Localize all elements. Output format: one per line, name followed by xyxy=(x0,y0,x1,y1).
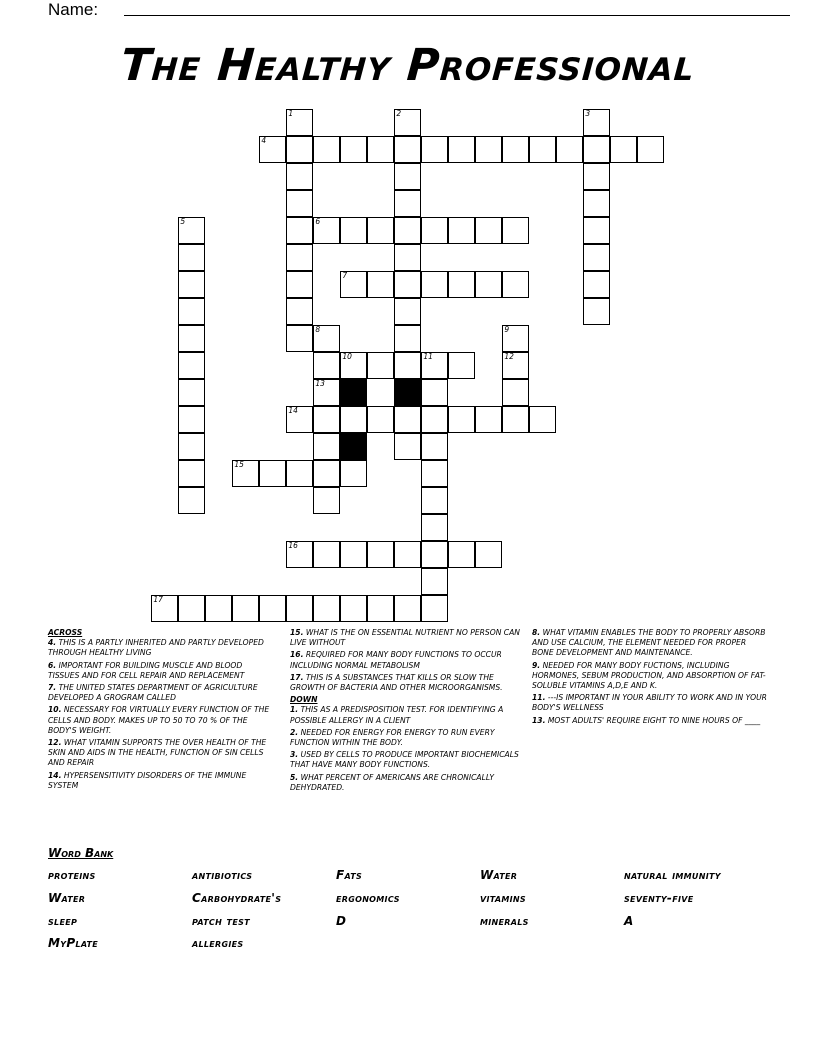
crossword-cell[interactable] xyxy=(394,244,421,271)
crossword-cell[interactable] xyxy=(313,136,340,163)
crossword-cell[interactable] xyxy=(394,271,421,298)
crossword-cell[interactable] xyxy=(313,433,340,460)
crossword-cell[interactable] xyxy=(367,136,394,163)
crossword-cell[interactable] xyxy=(313,460,340,487)
crossword-cell[interactable] xyxy=(448,352,475,379)
word-bank-word: Carbohydrate's xyxy=(192,891,282,905)
crossword-block xyxy=(340,433,367,460)
across-clues-col-1 xyxy=(48,628,273,793)
crossword-cell[interactable] xyxy=(286,190,313,217)
crossword-cell[interactable] xyxy=(448,136,475,163)
crossword-cell[interactable] xyxy=(421,541,448,568)
crossword-cell[interactable] xyxy=(421,460,448,487)
clue-down-5: 5. WHAT PERCENT OF AMERICANS ARE CHRONICALLY DEHYDRATED. xyxy=(290,772,494,792)
word-bank-word: patch test xyxy=(192,914,250,928)
crossword-cell[interactable] xyxy=(475,217,502,244)
crossword-cell[interactable] xyxy=(367,352,394,379)
crossword-cell[interactable] xyxy=(178,298,205,325)
clue-number: 4 xyxy=(261,136,267,146)
crossword-cell[interactable] xyxy=(475,136,502,163)
crossword-cell[interactable] xyxy=(313,406,340,433)
crossword-cell[interactable] xyxy=(421,595,448,622)
word-bank-word: A xyxy=(624,914,634,928)
crossword-cell[interactable] xyxy=(502,352,529,379)
crossword-cell[interactable] xyxy=(367,541,394,568)
crossword-cell[interactable] xyxy=(286,244,313,271)
crossword-cell[interactable] xyxy=(367,595,394,622)
crossword-cell[interactable] xyxy=(637,136,664,163)
clue-down-9: 9. NEEDED FOR MANY BODY FUCTIONS, INCLUDING HORMONES, SEBUM PRODUCTION, AND ABSORPTION OF FAT-SOLUBLE VITAMINS A,D,E AND K. xyxy=(532,660,766,691)
crossword-cell[interactable] xyxy=(313,595,340,622)
crossword-cell[interactable] xyxy=(340,217,367,244)
clue-down-8: 8. WHAT VITAMIN ENABLES THE BODY TO PROPERLY ABSORB AND USE CALCIUM, THE ELEMENT NEEDED FOR PROPER BONE DEVELOPMENT AND MAINTENANCE. xyxy=(532,628,766,658)
crossword-cell[interactable] xyxy=(448,541,475,568)
clue-number: 5 xyxy=(180,217,186,227)
crossword-cell[interactable] xyxy=(178,595,205,622)
crossword-cell[interactable] xyxy=(583,190,610,217)
clue-down-1: 1. THIS AS A PREDISPOSITION TEST. FOR IDENTIFYING A POSSIBLE ALLERGY IN A CLIENT xyxy=(290,705,504,725)
crossword-cell[interactable] xyxy=(313,541,340,568)
crossword-cell[interactable] xyxy=(421,568,448,595)
crossword-cell[interactable] xyxy=(502,136,529,163)
clue-number: 10 xyxy=(342,352,352,362)
crossword-cell[interactable] xyxy=(556,136,583,163)
crossword-cell[interactable] xyxy=(367,406,394,433)
clue-number: 6 xyxy=(315,217,321,227)
crossword-cell[interactable] xyxy=(475,406,502,433)
word-bank-word: sleep xyxy=(48,914,78,928)
crossword-cell[interactable] xyxy=(286,109,313,136)
crossword-cell[interactable] xyxy=(583,271,610,298)
crossword-cell[interactable] xyxy=(313,379,340,406)
crossword-cell[interactable] xyxy=(448,406,475,433)
crossword-cell[interactable] xyxy=(421,352,448,379)
crossword-cell[interactable] xyxy=(340,460,367,487)
crossword-cell[interactable] xyxy=(259,460,286,487)
crossword-cell[interactable] xyxy=(178,244,205,271)
crossword-cell[interactable] xyxy=(286,541,313,568)
crossword-cell[interactable] xyxy=(421,217,448,244)
crossword-cell[interactable] xyxy=(340,271,367,298)
crossword-cell[interactable] xyxy=(286,325,313,352)
crossword-cell[interactable] xyxy=(502,406,529,433)
crossword-cell[interactable] xyxy=(178,487,205,514)
clue-number: 1 xyxy=(288,109,294,119)
word-bank-word: Water xyxy=(480,868,518,882)
crossword-cell[interactable] xyxy=(475,271,502,298)
clue-number: 14 xyxy=(288,406,298,416)
crossword-cell[interactable] xyxy=(286,460,313,487)
crossword-cell[interactable] xyxy=(502,271,529,298)
clue-number: 7 xyxy=(342,271,348,281)
crossword-cell[interactable] xyxy=(340,541,367,568)
clue-across-6: 6. IMPORTANT FOR BUILDING MUSCLE AND BLOOD TISSUES AND FOR CELL REPAIR AND REPLACEMENT xyxy=(48,660,245,680)
clue-number: 3 xyxy=(585,109,591,119)
clues-col-2 xyxy=(290,628,520,795)
clue-number: 8 xyxy=(315,325,321,335)
crossword-cell[interactable] xyxy=(340,406,367,433)
crossword-cell[interactable] xyxy=(583,136,610,163)
word-bank-word: ergonomics xyxy=(336,891,400,905)
down-heading: DOWN xyxy=(290,695,318,705)
crossword-cell[interactable] xyxy=(178,379,205,406)
crossword-cell[interactable] xyxy=(313,487,340,514)
crossword-block xyxy=(394,379,421,406)
name-label: Name: xyxy=(48,0,99,19)
crossword-cell[interactable] xyxy=(286,595,313,622)
crossword-cell[interactable] xyxy=(178,460,205,487)
crossword-cell[interactable] xyxy=(178,325,205,352)
crossword-cell[interactable] xyxy=(394,325,421,352)
word-bank-word: D xyxy=(336,914,347,928)
crossword-cell[interactable] xyxy=(529,406,556,433)
crossword-cell[interactable] xyxy=(394,352,421,379)
clue-number: 17 xyxy=(153,595,163,605)
crossword-cell[interactable] xyxy=(394,190,421,217)
crossword-cell[interactable] xyxy=(394,136,421,163)
crossword-cell[interactable] xyxy=(610,136,637,163)
crossword-cell[interactable] xyxy=(421,271,448,298)
word-bank-word: seventy-five xyxy=(624,891,694,905)
crossword-cell[interactable] xyxy=(394,298,421,325)
word-bank-word: allergies xyxy=(192,936,244,950)
crossword-cell[interactable] xyxy=(286,163,313,190)
clue-number: 2 xyxy=(396,109,402,119)
crossword-cell[interactable] xyxy=(475,541,502,568)
crossword-block xyxy=(340,379,367,406)
word-bank-word: Water xyxy=(48,891,86,905)
crossword-cell[interactable] xyxy=(259,136,286,163)
crossword-cell[interactable] xyxy=(583,163,610,190)
word-bank-word: antibiotics xyxy=(192,868,253,882)
crossword-cell[interactable] xyxy=(394,406,421,433)
crossword-cell[interactable] xyxy=(529,136,556,163)
crossword-cell[interactable] xyxy=(313,325,340,352)
word-bank-word: minerals xyxy=(480,914,529,928)
crossword-cell[interactable] xyxy=(583,244,610,271)
across-heading: ACROSS xyxy=(48,628,83,637)
crossword-cell[interactable] xyxy=(502,379,529,406)
clue-number: 11 xyxy=(423,352,433,362)
word-bank-word: vitamins xyxy=(480,891,526,905)
page-title: The Healthy Professional xyxy=(119,40,697,91)
clue-number: 13 xyxy=(315,379,325,389)
crossword-cell[interactable] xyxy=(421,487,448,514)
crossword-cell[interactable] xyxy=(394,541,421,568)
crossword-cell[interactable] xyxy=(232,460,259,487)
clue-across-4: 4. THIS IS A PARTLY INHERITED AND PARTLY DEVELOPED THROUGH HEALTHY LIVING xyxy=(48,638,264,658)
clue-number: 9 xyxy=(504,325,510,335)
crossword-cell[interactable] xyxy=(394,433,421,460)
crossword-cell[interactable] xyxy=(232,595,259,622)
crossword-cell[interactable] xyxy=(421,406,448,433)
crossword-cell[interactable] xyxy=(583,217,610,244)
crossword-cell[interactable] xyxy=(502,325,529,352)
crossword-cell[interactable] xyxy=(421,136,448,163)
clue-across-17: 17. THIS IS A SUBSTANCES THAT KILLS OR SLOW THE GROWTH OF BACTERIA AND OTHER MICROORGANISMS. xyxy=(290,672,503,693)
crossword-cell[interactable] xyxy=(286,217,313,244)
crossword-cell[interactable] xyxy=(367,217,394,244)
crossword-cell[interactable] xyxy=(448,217,475,244)
word-bank-word: MyPlate xyxy=(48,936,99,950)
crossword-cell[interactable] xyxy=(583,298,610,325)
crossword-cell[interactable] xyxy=(421,514,448,541)
clue-down-13: 13. MOST ADULTS' REQUIRE EIGHT TO NINE HOURS OF ____ xyxy=(532,715,761,725)
crossword-cell[interactable] xyxy=(394,109,421,136)
crossword-cell[interactable] xyxy=(421,433,448,460)
clue-down-3: 3. USED BY CELLS TO PRODUCE IMPORTANT BIOCHEMICALS THAT HAVE MANY BODY FUNCTIONS. xyxy=(290,750,519,770)
crossword-cell[interactable] xyxy=(394,163,421,190)
clue-number: 16 xyxy=(288,541,298,551)
crossword-cell[interactable] xyxy=(286,298,313,325)
crossword-cell[interactable] xyxy=(259,595,286,622)
clue-across-16: 16. REQUIRED FOR MANY BODY FUNCTIONS TO OCCUR INCLUDING NORMAL METABOLISM xyxy=(290,650,502,670)
crossword-cell[interactable] xyxy=(286,271,313,298)
word-bank-word: proteins xyxy=(48,868,96,882)
crossword-cell[interactable] xyxy=(340,136,367,163)
crossword-cell[interactable] xyxy=(205,595,232,622)
clue-across-10: 10. NECESSARY FOR VIRTUALLY EVERY FUNCTION OF THE CELLS AND BODY. MAKES UP TO 50 TO 70 % OF THE BODY'S WEIGHT. xyxy=(48,705,270,735)
crossword-cell[interactable] xyxy=(286,136,313,163)
crossword-cell[interactable] xyxy=(394,595,421,622)
crossword-cell[interactable] xyxy=(340,595,367,622)
crossword-cell[interactable] xyxy=(286,406,313,433)
crossword-cell[interactable] xyxy=(313,217,340,244)
crossword-cell[interactable] xyxy=(178,271,205,298)
crossword-cell[interactable] xyxy=(178,406,205,433)
crossword-cell[interactable] xyxy=(448,271,475,298)
crossword-cell[interactable] xyxy=(367,271,394,298)
word-bank-word: Fats xyxy=(336,868,363,882)
clue-number: 12 xyxy=(504,352,514,362)
crossword-cell[interactable] xyxy=(178,217,205,244)
crossword-cell[interactable] xyxy=(502,217,529,244)
crossword-cell[interactable] xyxy=(313,352,340,379)
crossword-cell[interactable] xyxy=(151,595,178,622)
clue-number: 15 xyxy=(234,460,244,470)
word-bank-title: Word Bank xyxy=(48,846,114,860)
clue-across-12: 12. WHAT VITAMIN SUPPORTS THE OVER HEALTH OF THE SKIN AND AIDS IN THE HEALTH, FUNCTION OF SIN CELLS AND REPAIR xyxy=(48,738,267,768)
clue-down-11: 11. ---IS IMPORTANT IN YOUR ABILITY TO WORK AND IN YOUR BODY'S WELLNESS xyxy=(532,693,767,713)
down-clues-col-3 xyxy=(532,628,768,728)
crossword-cell[interactable] xyxy=(421,379,448,406)
crossword-cell[interactable] xyxy=(178,352,205,379)
crossword-cell[interactable] xyxy=(583,109,610,136)
clue-across-14: 14. HYPERSENSITIVITY DISORDERS OF THE IMMUNE SYSTEM xyxy=(48,770,247,790)
crossword-cell[interactable] xyxy=(340,352,367,379)
crossword-cell[interactable] xyxy=(178,433,205,460)
clue-down-2: 2. NEEDED FOR ENERGY FOR ENERGY TO RUN EVERY FUNCTION WITHIN THE BODY. xyxy=(290,727,495,748)
word-bank-word: natural immunity xyxy=(624,868,721,882)
crossword-cell[interactable] xyxy=(394,217,421,244)
clue-across-7: 7. THE UNITED STATES DEPARTMENT OF AGRICULTURE DEVELOPED A GROGRAM CALLED xyxy=(48,683,258,703)
clue-across-15: 15. WHAT IS THE ON ESSENTIAL NUTRIENT NO PERSON CAN LIVE WITHOUT xyxy=(290,628,520,648)
